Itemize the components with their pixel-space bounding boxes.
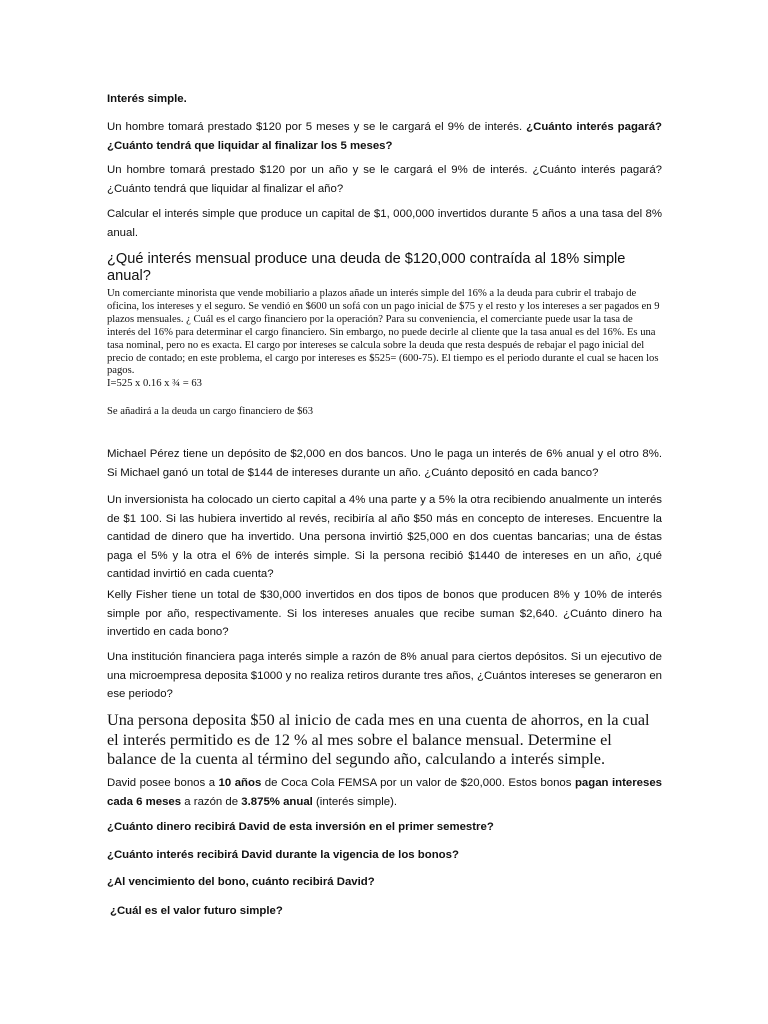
problem-institucion-financiera: Una institución financiera paga interés simple a razón de 8% anual para ciertos depósitos. Si un ejecutivo de una microempresa deposita $1000 y no realiza retiros durante tres años, ¿Cuántos intereses se generaron en ese periodo? <box>107 651 662 700</box>
question-vencimiento: ¿Al vencimiento del bono, cuánto recibirá David? <box>107 876 375 888</box>
problem-deposito-mensual: Una persona deposita $50 al inicio de cada mes en una cuenta de ahorros, en la cual el interés permitido es de 12 % al mes sobre el balance mensual. Determine el balance de la cuenta al término del segundo año, calculando a interés simple. <box>107 711 650 768</box>
comerciante-text: Un comerciante minorista que vende mobiliario a plazos añade un interés simple del 16% a la deuda para cubrir el trabajo de oficina, los intereses y el seguro. Se vendió en $600 un sofá con un pago inicial de $75 y el resto y los intereses a ser pagados en 9 plazos mensuales. ¿ Cuál es el cargo financiero por la operación? Para su conveniencia, el comerciante puede usar la tasa de interés del 16% para determinar el cargo financiero. Sin embargo, no puede decirle al cliente que la tasa anual es del 16%. Es una tasa nominal, pero no es exacta. El cargo por intereses se calcula sobre la deuda que resta después de rebajar el pago inicial del precio de contado; en este problema, el cargo por intereses es $525= (600-75). El tiempo es el periodo durante el cual se hacen los pagos. <box>107 288 660 377</box>
question-valor-futuro: ¿Cuál es el valor futuro simple? <box>110 905 283 917</box>
question-interes-vigencia: ¿Cuánto interés recibirá David durante la vigencia de los bonos? <box>107 849 459 861</box>
problem-inversionista: Un inversionista ha colocado un cierto capital a 4% una parte y a 5% la otra recibiendo anualmente un interés de $1 100. Si las hubiera invertido al revés, recibiría al año $50 más en concepto de intereses. Encuentre la cantidad de dinero que ha invertido. Una persona invirtió $25,000 en dos cuentas bancarias; una de éstas paga el 5% y la otra el 6% de interés simple. Si la persona recibió $1440 de intereses en un año, ¿qué cantidad invirtió en cada cuenta? <box>107 494 662 580</box>
problem-prestamo-5-meses <box>107 118 662 155</box>
problem-comerciante <box>107 288 662 391</box>
comerciante-answer: Se añadirá a la deuda un cargo financiero de $63 <box>107 406 313 417</box>
section-title: Interés simple. <box>107 93 187 105</box>
problem-kelly-fisher: Kelly Fisher tiene un total de $30,000 invertidos en dos tipos de bonos que producen 8% y 10% de interés simple por año, respectivamente. Si los intereses anuales que recibe suman $2,640. ¿Cuánto dinero ha invertido en cada bono? <box>107 589 662 638</box>
comerciante-formula: I=525 x 0.16 x ¾ = 63 <box>107 378 202 390</box>
problem-interes-mensual: ¿Qué interés mensual produce una deuda de $120,000 contraída al 18% simple anual? <box>107 251 626 284</box>
problem-question: ¿Cuánto interés pagará? ¿Cuánto tendrá que liquidar al finalizar los 5 meses? <box>107 121 662 152</box>
problem-david-bonos: David posee bonos a 10 años de Coca Cola FEMSA por un valor de $20,000. Estos bonos pagan intereses cada 6 meses a razón de 3.875% anual (interés simple). <box>107 777 663 808</box>
problem-text: Un hombre tomará prestado $120 por 5 meses y se le cargará el 9% de interés. <box>107 121 527 133</box>
problem-prestamo-anio: Un hombre tomará prestado $120 por un año y se le cargará el 9% de interés. ¿Cuánto interés pagará? ¿Cuánto tendrá que liquidar al finalizar el año? <box>107 164 662 195</box>
problem-michael-perez: Michael Pérez tiene un depósito de $2,000 en dos bancos. Uno le paga un interés de 6% anual y el otro 8%. Si Michael ganó un total de $144 de intereses durante un año. ¿Cuánto depositó en cada banco? <box>107 448 662 479</box>
problem-capital-millon: Calcular el interés simple que produce un capital de $1, 000,000 invertidos durante 5 años a una tasa del 8% anual. <box>107 208 662 239</box>
question-primer-semestre: ¿Cuánto dinero recibirá David de esta inversión en el primer semestre? <box>107 821 494 833</box>
